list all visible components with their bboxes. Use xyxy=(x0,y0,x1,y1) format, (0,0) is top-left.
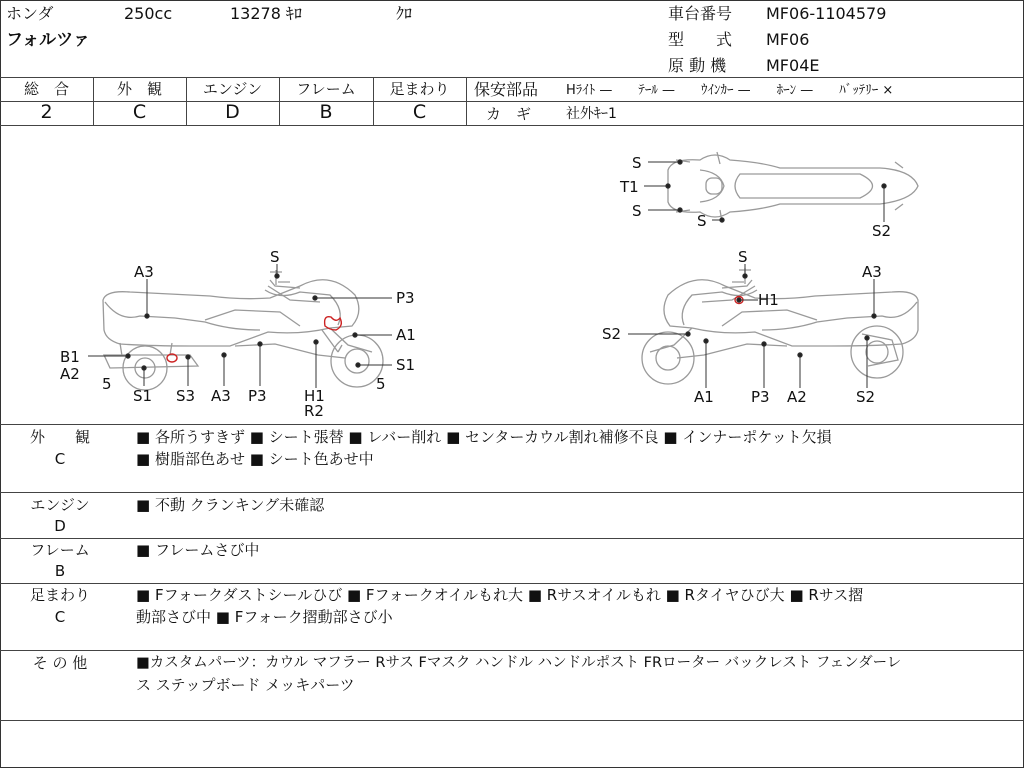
color: ｸﾛ xyxy=(396,4,413,23)
divider xyxy=(466,77,467,125)
label-s3: S3 xyxy=(176,387,196,405)
remark-text-exterior-2: ■ 樹脂部色あせ ■ シート色あせ中 xyxy=(136,450,374,468)
label-s2: S2 xyxy=(856,388,876,406)
remark-label-frame: フレーム xyxy=(30,541,90,559)
remark-text-suspension-1: ■ Fフォークダストシールひび ■ Fフォークオイルもれ大 ■ Rサスオイルもれ ■ Rタイヤひび大 ■ Rサス摺 xyxy=(136,586,864,604)
remark-text-exterior-1: ■ 各所うすきず ■ シート張替 ■ レバー削れ ■ センターカウル割れ補修不良 ■ インナーポケット欠損 xyxy=(136,428,832,446)
scooter-left-view xyxy=(103,270,383,390)
label-s: S xyxy=(738,248,748,266)
label-a3: A3 xyxy=(862,263,882,281)
label-a3: A3 xyxy=(134,263,154,281)
model-name: フォルツァ xyxy=(6,30,90,50)
label-s2: S2 xyxy=(872,222,892,240)
grade-value-frame: B xyxy=(319,101,333,123)
grade-label-suspension: 足まわり xyxy=(389,80,450,98)
label-a2: A2 xyxy=(787,388,807,406)
label-s2: S2 xyxy=(602,325,622,343)
type-label: 型 式 xyxy=(668,30,733,49)
label-a3: A3 xyxy=(211,387,231,405)
remark-label-exterior: 外 観 xyxy=(29,428,90,446)
remark-text-other-1: ■カスタムパーツ：カウル マフラー Rサス Fマスク ハンドル ハンドルポスト FRローター バックレスト フェンダーレ xyxy=(136,655,902,671)
mileage: 13278 ｷﾛ xyxy=(230,4,302,23)
label-h1: H1 xyxy=(304,387,325,405)
divider xyxy=(466,101,1023,102)
label-s1: S1 xyxy=(133,387,153,405)
safety-label: 保安部品 xyxy=(474,80,539,99)
label-p3: P3 xyxy=(248,387,267,405)
leader-lines-top xyxy=(644,160,886,222)
label-5: 5 xyxy=(376,375,386,393)
displacement: 250cc xyxy=(124,4,173,23)
key-value: 社外ｷｰ1 xyxy=(566,106,617,122)
label-s: S xyxy=(632,154,642,172)
grade-value-exterior: C xyxy=(132,101,147,123)
label-s: S xyxy=(270,248,280,266)
label-5: 5 xyxy=(102,375,112,393)
grade-label-engine: エンジン xyxy=(202,80,263,98)
labels-left xyxy=(60,248,416,420)
frame-no-label: 車台番号 xyxy=(668,4,733,23)
key-label: カ ギ xyxy=(486,105,532,123)
divider xyxy=(0,77,1023,78)
grade-value-suspension: C xyxy=(412,101,427,123)
label-s1: S1 xyxy=(396,356,416,374)
remark-text-suspension-2: 動部さび中 ■ Fフォーク摺動部さび小 xyxy=(136,608,393,626)
remark-label-other: そ の 他 xyxy=(32,654,88,672)
type-value: MF06 xyxy=(766,30,810,49)
label-s: S xyxy=(632,202,642,220)
remark-label-suspension: 足まわり xyxy=(29,586,90,604)
labels-top xyxy=(619,154,891,240)
divider xyxy=(0,492,1023,493)
label-s: S xyxy=(697,212,707,230)
label-r2: R2 xyxy=(304,402,324,420)
grade-label-frame: フレーム xyxy=(296,80,356,98)
label-a1: A1 xyxy=(396,326,416,344)
remark-grade-exterior: C xyxy=(54,450,66,468)
label-b1: B1 xyxy=(60,348,80,366)
grade-value-engine: D xyxy=(225,101,240,123)
label-a2: A2 xyxy=(60,365,80,383)
damage-diagram xyxy=(0,126,1023,424)
remark-text-other-2: ス ステップボード メッキパーツ xyxy=(136,676,355,694)
remark-label-engine: エンジン xyxy=(30,496,90,514)
remark-grade-frame: B xyxy=(54,562,66,580)
remark-text-frame: ■ フレームさび中 xyxy=(136,541,260,559)
divider xyxy=(0,720,1023,721)
grade-label-exterior: 外 観 xyxy=(116,80,162,98)
maker: ホンダ xyxy=(6,4,54,23)
remark-text-engine: ■ 不動 クランキング未確認 xyxy=(136,496,325,514)
scooter-right-view xyxy=(642,268,918,384)
label-p3: P3 xyxy=(396,289,415,307)
label-h1: H1 xyxy=(758,291,779,309)
divider xyxy=(0,424,1023,425)
grade-value-overall: 2 xyxy=(40,101,53,123)
divider xyxy=(0,650,1023,651)
safety-items: Hﾗｲﾄ — ﾃｰﾙ — ｳｲﾝｶｰ — ﾎｰﾝ — ﾊﾞｯﾃﾘｰ × xyxy=(566,83,894,98)
label-t1: T1 xyxy=(620,178,639,196)
label-a1: A1 xyxy=(694,388,714,406)
labels-right xyxy=(602,248,882,406)
remark-grade-suspension: C xyxy=(54,608,66,626)
engine-value: MF04E xyxy=(766,56,820,75)
grade-label-overall: 総 合 xyxy=(23,80,69,98)
remark-grade-engine: D xyxy=(54,517,66,535)
label-p3: P3 xyxy=(751,388,770,406)
frame-no: MF06-1104579 xyxy=(766,4,887,23)
engine-label: 原 動 機 xyxy=(668,56,727,75)
